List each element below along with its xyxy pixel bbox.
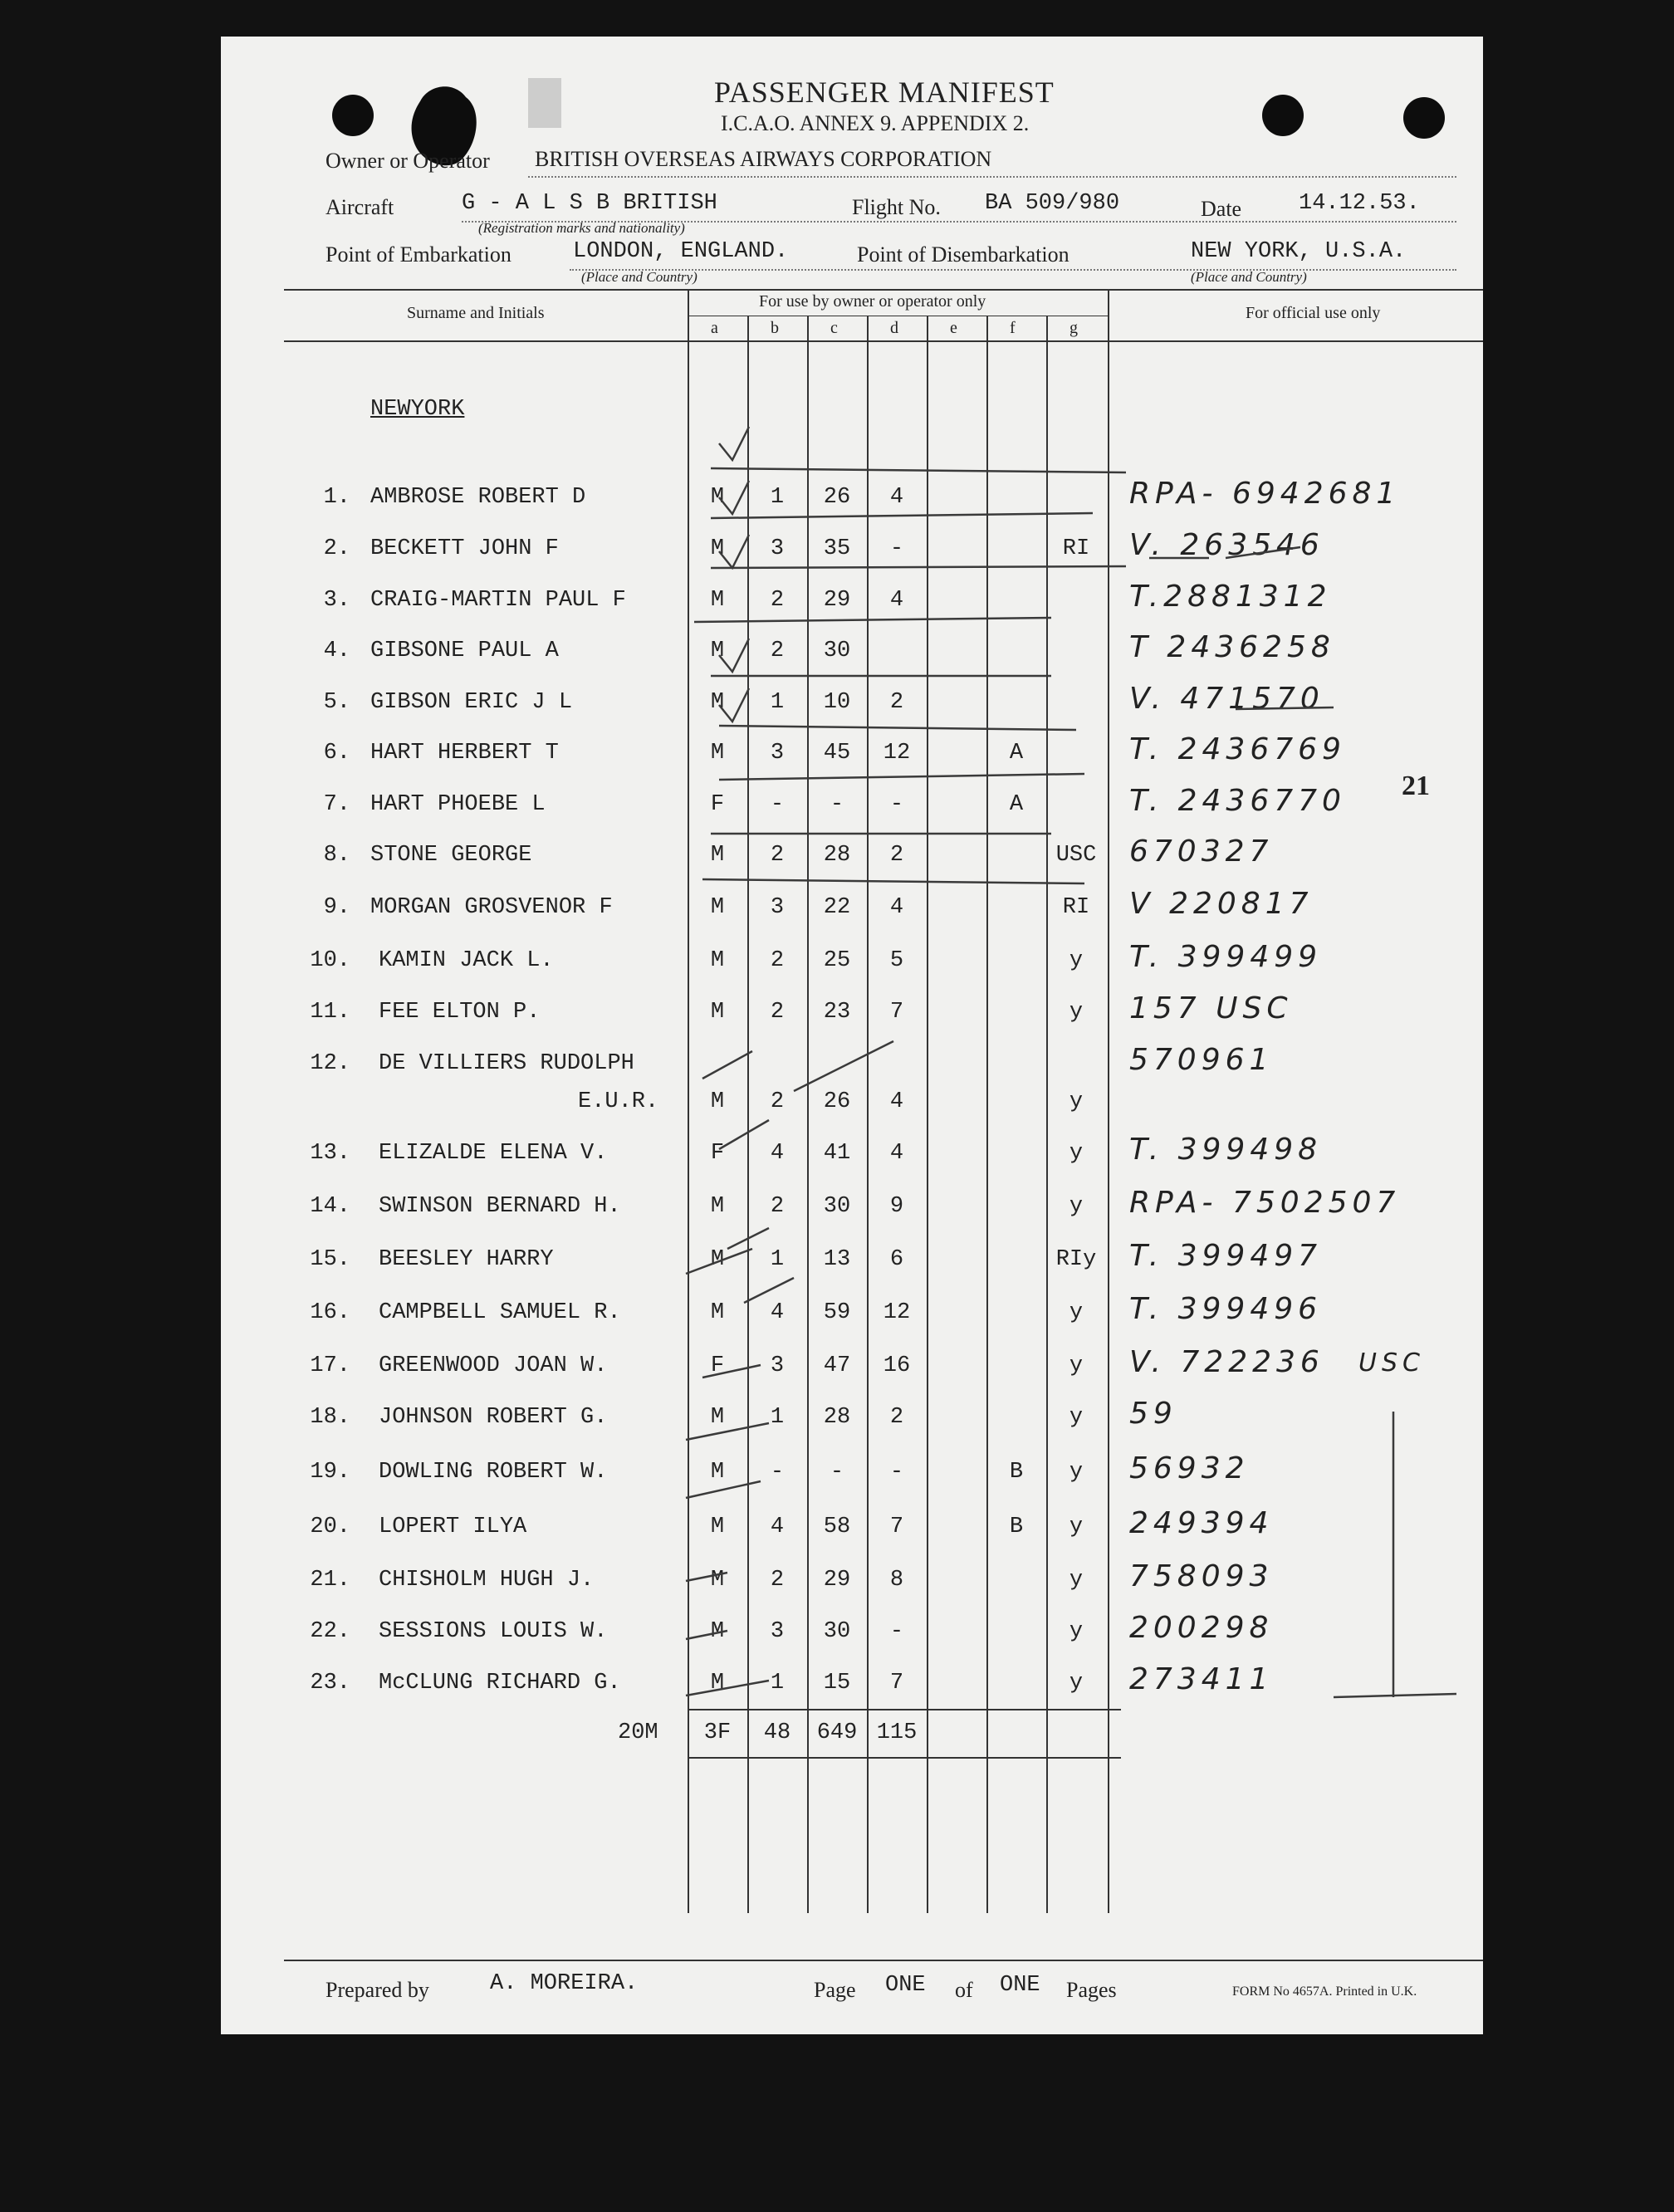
owner-value: BRITISH OVERSEAS AIRWAYS CORPORATION xyxy=(535,147,992,171)
col-d: - xyxy=(889,792,904,817)
manifest-page xyxy=(221,37,1483,2034)
col-a-sex: M xyxy=(710,1460,725,1485)
col-c-age: 15 xyxy=(823,1671,851,1696)
col-a-sex: M xyxy=(710,485,725,510)
prepared-value: A. MOREIRA. xyxy=(490,1971,639,1996)
total-b: 48 xyxy=(763,1720,791,1745)
official-number: T 2436258 xyxy=(1129,630,1335,664)
passenger-name: AMBROSE ROBERT D xyxy=(370,485,586,510)
col-c-age: - xyxy=(830,792,844,817)
row-number: 4. xyxy=(323,639,350,663)
col-b: 2 xyxy=(770,588,785,613)
official-number: V. 263546 xyxy=(1129,528,1324,562)
col-d: 2 xyxy=(889,843,904,868)
prepared-label: Prepared by xyxy=(326,1978,429,2002)
passenger-name: GREENWOOD JOAN W. xyxy=(379,1353,608,1378)
pen-stroke xyxy=(719,688,749,722)
disembarkation-note: (Place and Country) xyxy=(1191,269,1307,285)
official-number: T. 399499 xyxy=(1129,940,1323,974)
pen-stroke xyxy=(719,774,1084,780)
form-title: PASSENGER MANIFEST xyxy=(714,76,1055,109)
passenger-name: HART PHOEBE L xyxy=(370,792,546,817)
of-value: ONE xyxy=(1000,1973,1040,1998)
subcol-b: b xyxy=(771,319,779,337)
col-b: 4 xyxy=(770,1515,785,1539)
official-number: 56932 xyxy=(1129,1451,1250,1485)
official-number: T.2881312 xyxy=(1129,580,1332,614)
pen-stroke xyxy=(686,1573,727,1581)
col-d: 7 xyxy=(889,1515,904,1539)
subcol-g: g xyxy=(1070,319,1078,337)
col-c-age: 23 xyxy=(823,1000,851,1025)
col-a-sex: M xyxy=(710,639,725,663)
pen-stroke xyxy=(727,1228,769,1249)
col-f: A xyxy=(1009,741,1024,766)
pen-stroke xyxy=(702,1051,752,1079)
col-g: y xyxy=(1069,1568,1084,1593)
aircraft-value: G - A L S B BRITISH xyxy=(462,191,717,216)
row-number: 2. xyxy=(323,536,350,561)
col-b: 1 xyxy=(770,1405,785,1430)
col-b: 1 xyxy=(770,690,785,715)
aircraft-label: Aircraft xyxy=(326,195,394,219)
col-c-age: 13 xyxy=(823,1247,851,1272)
pen-stroke xyxy=(711,513,1093,518)
col-g: y xyxy=(1069,1194,1084,1219)
col-f: B xyxy=(1009,1515,1024,1539)
col-a-sex: M xyxy=(710,1671,725,1696)
col-c-age: 22 xyxy=(823,895,851,920)
pen-stroke xyxy=(719,535,749,568)
usc-note: USC xyxy=(1358,1348,1425,1378)
row-number: 7. xyxy=(323,792,350,817)
embarkation-note: (Place and Country) xyxy=(581,269,698,285)
col-b: - xyxy=(770,792,785,817)
col-d: 5 xyxy=(889,948,904,973)
official-number: V. 471570 xyxy=(1129,682,1324,716)
official-number: T. 399497 xyxy=(1129,1239,1323,1273)
col-g: y xyxy=(1069,1353,1084,1378)
col-g: y xyxy=(1069,948,1084,973)
pen-stroke xyxy=(686,1481,761,1498)
official-number: V. 722236 xyxy=(1129,1345,1324,1379)
passenger-name: HART HERBERT T xyxy=(370,741,559,766)
date-label: Date xyxy=(1201,197,1242,221)
pages-label: Pages xyxy=(1066,1978,1117,2002)
col-d: - xyxy=(889,536,904,561)
row-number: 19. xyxy=(310,1460,350,1485)
pen-stroke xyxy=(711,468,1126,472)
col-c-age: - xyxy=(830,1460,844,1485)
official-number: 157 USC xyxy=(1129,991,1293,1025)
date-value: 14.12.53. xyxy=(1299,191,1420,216)
col-c-age: 28 xyxy=(823,843,851,868)
col-c-age: 47 xyxy=(823,1353,851,1378)
col-g: y xyxy=(1069,1460,1084,1485)
col-b: 2 xyxy=(770,1194,785,1219)
subcol-e: e xyxy=(950,319,957,337)
row-number: 13. xyxy=(310,1141,350,1166)
pen-stroke xyxy=(719,726,1076,730)
row-number: 23. xyxy=(310,1671,350,1696)
col-d: 4 xyxy=(889,1141,904,1166)
subcol-f: f xyxy=(1010,319,1016,337)
col-c-age: 10 xyxy=(823,690,851,715)
col-g: y xyxy=(1069,1141,1084,1166)
col-d: 4 xyxy=(889,895,904,920)
col-a-sex: M xyxy=(710,1089,725,1114)
col-b: 2 xyxy=(770,843,785,868)
pen-stroke xyxy=(686,1631,727,1639)
row-number: 12. xyxy=(310,1051,350,1076)
row-number: 14. xyxy=(310,1194,350,1219)
passenger-name: STONE GEORGE xyxy=(370,843,532,868)
col-b: 2 xyxy=(770,1568,785,1593)
col-d: 6 xyxy=(889,1247,904,1272)
col-c-age: 30 xyxy=(823,1619,851,1644)
passenger-name: GIBSON ERIC J L xyxy=(370,690,573,715)
col-d: 4 xyxy=(889,1089,904,1114)
col-a-sex: M xyxy=(710,843,725,868)
row-number: 9. xyxy=(323,895,350,920)
col-a-sex: M xyxy=(710,1194,725,1219)
col-owner-header: For use by owner or operator only xyxy=(759,292,986,311)
col-g: y xyxy=(1069,1089,1084,1114)
col-d: 9 xyxy=(889,1194,904,1219)
col-c-age: 28 xyxy=(823,1405,851,1430)
row-number: 22. xyxy=(310,1619,350,1644)
embarkation-label: Point of Embarkation xyxy=(326,242,512,267)
pen-stroke xyxy=(1236,707,1334,709)
form-subtitle: I.C.A.O. ANNEX 9. APPENDIX 2. xyxy=(721,111,1030,135)
total-male: 20M xyxy=(618,1720,658,1745)
subcol-a: a xyxy=(711,319,718,337)
official-number: 249394 xyxy=(1129,1506,1274,1540)
col-a-sex: M xyxy=(710,1619,725,1644)
col-a-sex: M xyxy=(710,588,725,613)
col-g: RI xyxy=(1062,895,1090,920)
total-d: 115 xyxy=(876,1720,918,1745)
col-g: y xyxy=(1069,1000,1084,1025)
col-c-age: 45 xyxy=(823,741,851,766)
col-b: 1 xyxy=(770,1247,785,1272)
col-b: 2 xyxy=(770,639,785,663)
passenger-name: FEE ELTON P. xyxy=(379,1000,541,1025)
row-number: 15. xyxy=(310,1247,350,1272)
passenger-name: CHISHOLM HUGH J. xyxy=(379,1568,595,1593)
col-d: 7 xyxy=(889,1000,904,1025)
disembarkation-value: NEW YORK, U.S.A. xyxy=(1191,239,1407,264)
pen-stroke xyxy=(686,1249,752,1274)
total-female: 3F xyxy=(703,1720,732,1745)
row-number: 5. xyxy=(323,690,350,715)
col-a-sex: M xyxy=(710,741,725,766)
row-number: 16. xyxy=(310,1300,350,1325)
col-a-sex: M xyxy=(710,1568,725,1593)
col-g: y xyxy=(1069,1300,1084,1325)
col-f: B xyxy=(1009,1460,1024,1485)
col-d: 12 xyxy=(883,1300,911,1325)
form-number: FORM No 4657A. Printed in U.K. xyxy=(1232,1984,1417,1999)
col-b: 3 xyxy=(770,895,785,920)
col-b: 2 xyxy=(770,1000,785,1025)
official-number: T. 399498 xyxy=(1129,1133,1323,1167)
official-number: T. 2436770 xyxy=(1129,784,1346,818)
subcol-c: c xyxy=(830,319,838,337)
pen-stroke xyxy=(719,481,749,514)
col-c-age: 25 xyxy=(823,948,851,973)
flight-label: Flight No. xyxy=(852,195,941,219)
passenger-name: DOWLING ROBERT W. xyxy=(379,1460,608,1485)
col-c-age: 29 xyxy=(823,1568,851,1593)
col-g: y xyxy=(1069,1619,1084,1644)
official-number: T. 399496 xyxy=(1129,1292,1323,1326)
col-surname-header: Surname and Initials xyxy=(407,304,545,322)
official-number: 273411 xyxy=(1129,1662,1274,1696)
col-b: 1 xyxy=(770,1671,785,1696)
col-d: 8 xyxy=(889,1568,904,1593)
page-label: Page xyxy=(814,1978,856,2002)
col-d: 12 xyxy=(883,741,911,766)
col-c-age: 26 xyxy=(823,1089,851,1114)
col-d: 2 xyxy=(889,690,904,715)
pen-stroke xyxy=(719,1120,769,1149)
passenger-name: GIBSONE PAUL A xyxy=(370,639,559,663)
row-number: 6. xyxy=(323,741,350,766)
pen-stroke xyxy=(719,639,749,672)
passenger-name: SWINSON BERNARD H. xyxy=(379,1194,621,1219)
official-number: T. 2436769 xyxy=(1129,732,1346,766)
official-number: RPA- 7502507 xyxy=(1129,1186,1401,1220)
row-number: 1. xyxy=(323,485,350,510)
col-official-header: For official use only xyxy=(1246,304,1381,322)
row-number: 11. xyxy=(310,1000,350,1025)
col-c-age: 30 xyxy=(823,1194,851,1219)
col-d: 4 xyxy=(889,485,904,510)
pen-stroke xyxy=(794,1041,893,1091)
col-c-age: 41 xyxy=(823,1141,851,1166)
col-a-sex: M xyxy=(710,1300,725,1325)
row-number: 10. xyxy=(310,948,350,973)
pen-stroke xyxy=(744,1278,794,1303)
pen-marks xyxy=(221,37,1483,2034)
page-number-stamp: 21 xyxy=(1402,771,1430,801)
passenger-name: BEESLEY HARRY xyxy=(379,1247,554,1272)
pen-stroke xyxy=(1334,1694,1456,1697)
col-a-sex: M xyxy=(710,1247,725,1272)
col-b: 3 xyxy=(770,1353,785,1378)
col-c-age: 29 xyxy=(823,588,851,613)
col-d: - xyxy=(889,1619,904,1644)
pen-stroke xyxy=(694,618,1051,622)
passenger-name: CAMPBELL SAMUEL R. xyxy=(379,1300,621,1325)
passenger-name: E.U.R. xyxy=(578,1089,659,1114)
of-label: of xyxy=(955,1978,973,2002)
col-d: 16 xyxy=(883,1353,911,1378)
official-number: 570961 xyxy=(1129,1043,1274,1077)
col-c-age: 35 xyxy=(823,536,851,561)
row-number: 8. xyxy=(323,843,350,868)
col-c-age: 26 xyxy=(823,485,851,510)
col-g: y xyxy=(1069,1515,1084,1539)
passenger-name: JOHNSON ROBERT G. xyxy=(379,1405,608,1430)
col-a-sex: M xyxy=(710,948,725,973)
col-c-age: 30 xyxy=(823,639,851,663)
row-number: 21. xyxy=(310,1568,350,1593)
col-d: 4 xyxy=(889,588,904,613)
col-a-sex: M xyxy=(710,690,725,715)
col-b: 4 xyxy=(770,1141,785,1166)
passenger-name: MORGAN GROSVENOR F xyxy=(370,895,613,920)
pen-stroke xyxy=(686,1681,769,1696)
pen-stroke xyxy=(702,1365,761,1378)
col-d: - xyxy=(889,1460,904,1485)
pen-stroke xyxy=(719,427,749,460)
col-c-age: 59 xyxy=(823,1300,851,1325)
passenger-name: KAMIN JACK L. xyxy=(379,948,554,973)
col-b: 3 xyxy=(770,741,785,766)
col-a-sex: M xyxy=(710,536,725,561)
official-number: V 220817 xyxy=(1129,887,1314,921)
total-c: 649 xyxy=(816,1720,858,1745)
row-number: 20. xyxy=(310,1515,350,1539)
pen-stroke xyxy=(1149,547,1300,558)
passenger-name: BECKETT JOHN F xyxy=(370,536,559,561)
col-a-sex: F xyxy=(710,1141,725,1166)
col-a-sex: M xyxy=(710,895,725,920)
row-number: 18. xyxy=(310,1405,350,1430)
col-g: y xyxy=(1069,1671,1084,1696)
disembarkation-label: Point of Disembarkation xyxy=(857,242,1070,267)
flight-value: BA 509/980 xyxy=(985,191,1120,216)
section-label: NEWYORK xyxy=(370,397,465,422)
col-c-age: 58 xyxy=(823,1515,851,1539)
registration-note: (Registration marks and nationality) xyxy=(478,220,685,236)
official-number: 670327 xyxy=(1129,834,1274,869)
col-b: 4 xyxy=(770,1300,785,1325)
owner-label: Owner or Operator xyxy=(326,149,490,173)
subcol-d: d xyxy=(890,319,898,337)
row-number: 17. xyxy=(310,1353,350,1378)
passenger-name: McCLUNG RICHARD G. xyxy=(379,1671,621,1696)
col-b: 2 xyxy=(770,948,785,973)
passenger-name: ELIZALDE ELENA V. xyxy=(379,1141,608,1166)
official-number: 59 xyxy=(1129,1397,1177,1431)
official-number: 200298 xyxy=(1129,1611,1274,1645)
pen-stroke xyxy=(702,879,1084,883)
col-a-sex: M xyxy=(710,1000,725,1025)
col-b: - xyxy=(770,1460,785,1485)
col-g: RIy xyxy=(1055,1247,1097,1272)
col-b: 1 xyxy=(770,485,785,510)
col-b: 3 xyxy=(770,1619,785,1644)
embarkation-value: LONDON, ENGLAND. xyxy=(573,239,789,264)
col-f: A xyxy=(1009,792,1024,817)
passenger-name: SESSIONS LOUIS W. xyxy=(379,1619,608,1644)
passenger-name: LOPERT ILYA xyxy=(379,1515,527,1539)
col-g: RI xyxy=(1062,536,1090,561)
col-b: 2 xyxy=(770,1089,785,1114)
official-number: 758093 xyxy=(1129,1559,1274,1593)
col-a-sex: M xyxy=(710,1405,725,1430)
col-a-sex: M xyxy=(710,1515,725,1539)
page-value: ONE xyxy=(885,1973,926,1998)
passenger-name: CRAIG-MARTIN PAUL F xyxy=(370,588,626,613)
official-number: RPA- 6942681 xyxy=(1129,477,1401,511)
passenger-name: DE VILLIERS RUDOLPH xyxy=(379,1051,634,1076)
pen-stroke xyxy=(686,1423,769,1440)
col-a-sex: F xyxy=(710,1353,725,1378)
col-d: 7 xyxy=(889,1671,904,1696)
col-g: USC xyxy=(1055,843,1097,868)
col-b: 3 xyxy=(770,536,785,561)
col-g: y xyxy=(1069,1405,1084,1430)
pen-stroke xyxy=(711,566,1126,568)
col-a-sex: F xyxy=(710,792,725,817)
col-d: 2 xyxy=(889,1405,904,1430)
row-number: 3. xyxy=(323,588,350,613)
